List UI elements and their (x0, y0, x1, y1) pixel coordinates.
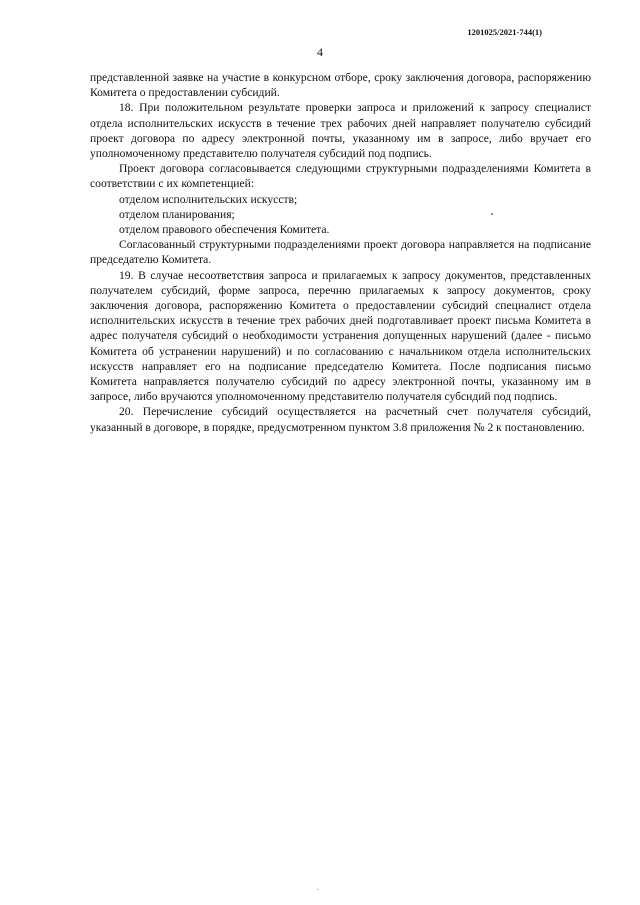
list-item-legal: отделом правового обеспечения Комитета. (119, 223, 330, 237)
paragraph-continuation: представленной заявке на участие в конкурсном отборе, сроку заключения договора, распоряжению Комитета о предоставлении субсидий. (90, 71, 591, 100)
paragraph-item-18: 18. При положительном результате проверки запроса и приложений к запросу специалист отдела исполнительских искусств в течение трех рабочих дней направляет получателю субсидий проект договора по адресу электронной почты, указанному им в запросе, либо вручает его уполномоченному представителю получателя субсидий под подпись. (90, 101, 591, 161)
document-body (90, 70, 591, 435)
paragraph-approval: Проект договора согласовывается следующими структурными подразделениями Комитета в соответствии с их компетенцией: (90, 162, 591, 191)
paragraph-signing: Согласованный структурными подразделениями проект договора направляется на подписание председателю Комитета. (90, 238, 591, 267)
scan-speck (491, 213, 493, 215)
document-code: 1201025/2021-744(1) (467, 27, 542, 37)
list-item-planning: отделом планирования; (119, 207, 235, 221)
page-number: 4 (317, 45, 323, 59)
list-item-performing-arts: отделом исполнительских искусств; (119, 192, 298, 206)
scan-speck (317, 889, 318, 890)
paragraph-item-19: 19. В случае несоответствия запроса и прилагаемых к запросу документов, представленных получателем субсидий, форме запроса, перечню прилагаемых к запросу документов, сроку заключения договора, распоряжению Комитета о предоставлении субсидий специалист отдела исполнительских искусств в течение трех рабочих дней подготавливает проект письма Комитета в адрес получателя субсидий о необходимости устранения допущенных нарушений (далее - письмо Комитета об устранении нарушений) и по согласованию с начальником отдела исполнительских искусств направляет его на подписание председателю Комитета. После подписания письмо Комитета направляется получателю субсидий по адресу электронной почты, указанному им в запросе, либо вручаются уполномоченному представителю получателя субсидий под подпись. (90, 268, 591, 404)
paragraph-item-20: 20. Перечисление субсидий осуществляется на расчетный счет получателя субсидий, указанный в договоре, в порядке, предусмотренном пунктом 3.8 приложения № 2 к постановлению. (90, 405, 591, 434)
